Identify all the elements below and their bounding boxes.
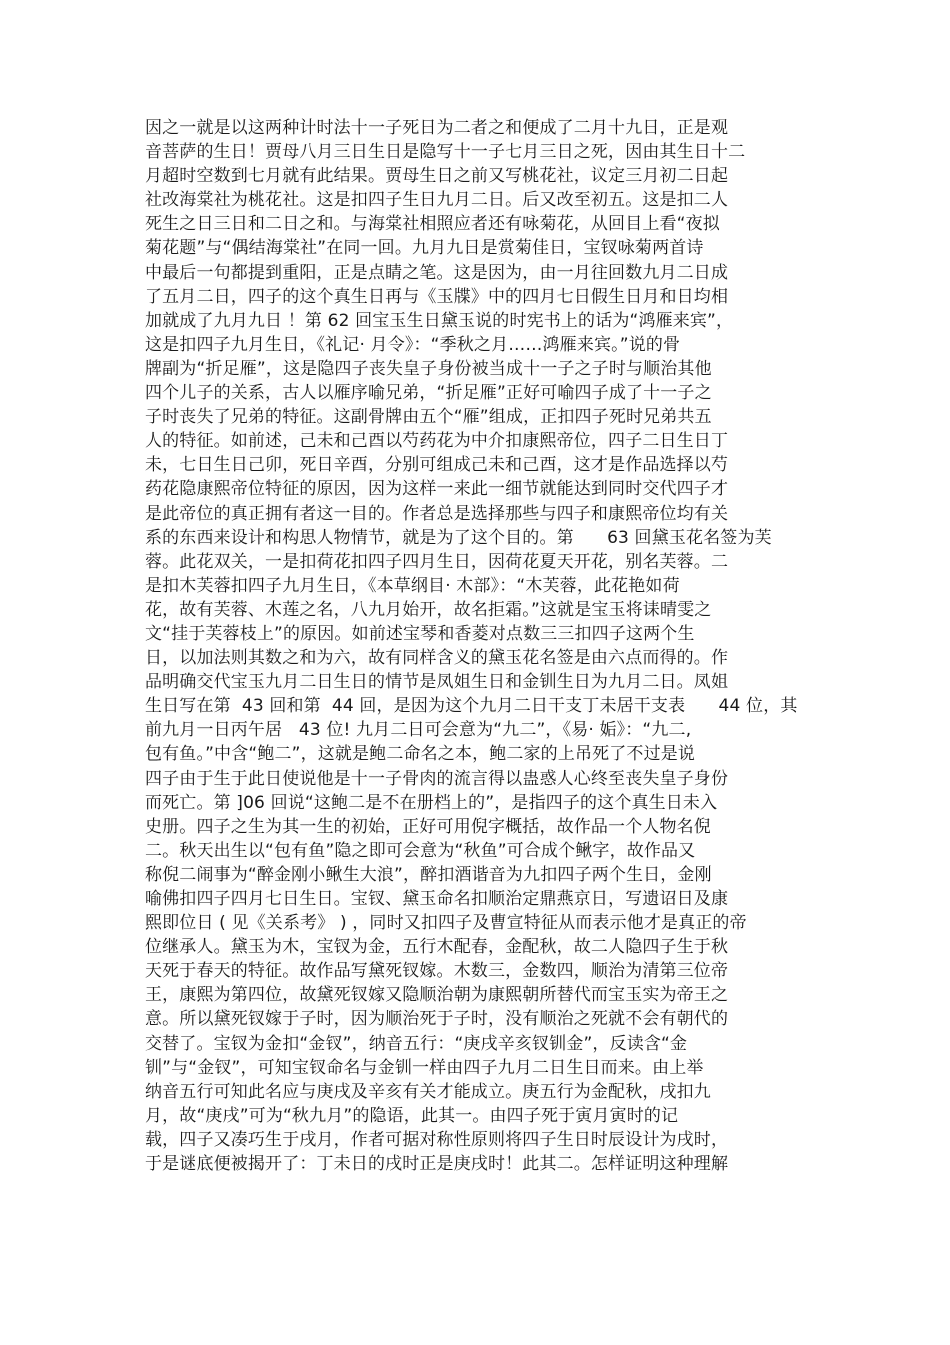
text-line: 王，康熙为第四位，故黛死钗嫁又隐顺治朝为康熙朝所替代而宝玉实为帝王之 xyxy=(145,985,729,1006)
text-line: 社改海棠社为桃花社。这是扣四子生日九月二日。后又改至初五。这是扣二人 xyxy=(145,190,729,211)
text-line: 载，四子又凑巧生于戌月，作者可据对称性原则将四子生日时辰设计为戌时， xyxy=(145,1129,729,1150)
text-line: 因之一就是以这两种计时法十一子死日为二者之和便成了二月十九日，正是观 xyxy=(145,118,729,138)
text-line: 加就成了九月九日 ！第 62 回宝玉生日黛玉说的时宪书上的话为“鸿雁来宾”， xyxy=(145,310,734,331)
text-line: 前九月一日丙午居 43 位! 九月二日可会意为“九二”，《易· 姤》：“九二, xyxy=(145,720,692,741)
text-line: 文“挂于芙蓉枝上”的原因。如前述宝琴和香菱对点数三三扣四子这两个生 xyxy=(145,623,695,644)
text-line: 中最后一句都提到重阳，正是点睛之笔。这是因为，由一月往回数九月二日成 xyxy=(145,262,729,283)
text-line: 蓉。此花双关，一是扣荷花扣四子四月生日，因荷花夏天开花，别名芙蓉。二 xyxy=(145,551,729,572)
text-line: 这是扣四子九月生日，《礼记· 月令》：“季秋之月……鸿雁来宾。”说的骨 xyxy=(145,334,681,355)
text-line: 了五月二日，四子的这个真生日再与《玉牒》中的四月七日假生日月和日均相 xyxy=(145,286,729,307)
text-line: 菊花题”与“偶结海棠社”在同一回。九月九日是赏菊佳日，宝钗咏菊两首诗 xyxy=(145,238,704,259)
text-line: 未，七日生日己卯，死日辛酉，分别可组成己未和己酉，这才是作品选择以芍 xyxy=(145,455,729,476)
text-line: 四个儿子的关系，古人以雁序喻兄弟，“折足雁”正好可喻四子成了十一子之 xyxy=(145,383,712,404)
text-line: 二。秋天出生以“包有鱼”隐之即可会意为“秋鱼”可合成个鳅字，故作品又 xyxy=(145,840,696,861)
text-line: 生日写在第 43 回和第 44 回，是因为这个九月二日干支丁未居干支表 44 位，其 xyxy=(145,696,798,717)
text-line: 四子由于生于此日使说他是十一子骨肉的流言得以蛊惑人心终至丧失皇子身份 xyxy=(145,768,729,789)
text-line: 月，故“庚戌”可为“秋九月”的隐语，此其一。由四子死于寅月寅时的记 xyxy=(145,1105,679,1126)
text-line: 钏”与“金钗”，可知宝钗命名与金钏一样由四子九月二日生日而来。由上举 xyxy=(145,1057,704,1078)
text-line: 药花隐康熙帝位特征的原因，因为这样一来此一细节就能达到同时交代四子才 xyxy=(145,479,729,500)
text-line: 是此帝位的真正拥有者这一目的。作者总是选择那些与四子和康熙帝位均有关 xyxy=(145,503,729,524)
document-body xyxy=(145,116,845,1176)
text-line: 熙即位日 ( 见《关系考》 ) ，同时又扣四子及曹宣特征从而表示他才是真正的帝 xyxy=(145,913,747,934)
text-line: 牌副为“折足雁”，这是隐四子丧失皇子身份被当成十一子之子时与顺治其他 xyxy=(145,358,712,379)
text-line: 是扣木芙蓉扣四子九月生日，《本草纲目· 木部》：“木芙蓉，此花艳如荷 xyxy=(145,575,680,596)
text-line: 系的东西来设计和构思人物情节，就是为了这个目的。第 63 回黛玉花名签为芙 xyxy=(145,527,772,548)
text-line: 纳音五行可知此名应与庚戌及辛亥有关才能成立。庚五行为金配秋，戌扣九 xyxy=(145,1081,711,1102)
text-line: 而死亡。第 ]06 回说“这鲍二是不在册档上的”，是指四子的这个真生日未入 xyxy=(145,792,718,813)
text-line: 称倪二闹事为“醉金刚小鳅生大浪”，醉扣酒谐音为九扣四子两个生日，金刚 xyxy=(145,864,712,885)
text-line: 日，以加法则其数之和为六，故有同样含义的黛玉花名签是由六点而得的。作 xyxy=(145,648,729,669)
text-line: 史册。四子之生为其一生的初始，正好可用倪字概括，故作品一个人物名倪 xyxy=(145,816,711,837)
text-line: 死生之日三日和二日之和。与海棠社相照应者还有咏菊花，从回目上看“夜拟 xyxy=(145,214,720,235)
text-line: 于是谜底便被揭开了：丁未日的戌时正是庚戌时！此其二。怎样证明这种理解 xyxy=(145,1154,729,1175)
text-line: 喻佛扣四子四月七日生日。宝钗、黛玉命名扣顺治定鼎燕京日，写遗诏日及康 xyxy=(145,889,729,909)
text-line: 子时丧失了兄弟的特征。这副骨牌由五个“雁”组成，正扣四子死时兄弟共五 xyxy=(145,407,712,428)
text-line: 交替了。宝钗为金扣“金钗”，纳音五行：“庚戌辛亥钗钏金”，反读含“金 xyxy=(145,1033,688,1054)
text-line: 花，故有芙蓉、木莲之名，八九月始开，故名拒霜。”这就是宝玉将诔晴雯之 xyxy=(145,599,712,620)
text-line: 音菩萨的生日！贾母八月三日生日是隐写十一子七月三日之死，因由其生日十二 xyxy=(145,142,746,163)
text-line: 位继承人。黛玉为木，宝钗为金，五行木配春，金配秋，故二人隐四子生于秋 xyxy=(145,937,729,958)
text-line: 包有鱼。”中含“鲍二”，这就是鲍二命名之本，鲍二家的上吊死了不过是说 xyxy=(145,744,696,765)
text-line: 人的特征。如前述，己未和己酉以芍药花为中介扣康熙帝位，四子二日生日丁 xyxy=(145,431,729,452)
text-line: 意。所以黛死钗嫁于子时，因为顺治死于子时，没有顺治之死就不会有朝代的 xyxy=(145,1009,729,1030)
text-line: 月超时空数到七月就有此结果。贾母生日之前又写桃花社，议定三月初二日起 xyxy=(145,166,729,187)
text-line: 天死于春天的特征。故作品写黛死钗嫁。木数三，金数四，顺治为清第三位帝 xyxy=(145,961,729,982)
text-line: 品明确交代宝玉九月二日生日的情节是凤姐生日和金钏生日为九月二日。凤姐 xyxy=(145,672,729,693)
